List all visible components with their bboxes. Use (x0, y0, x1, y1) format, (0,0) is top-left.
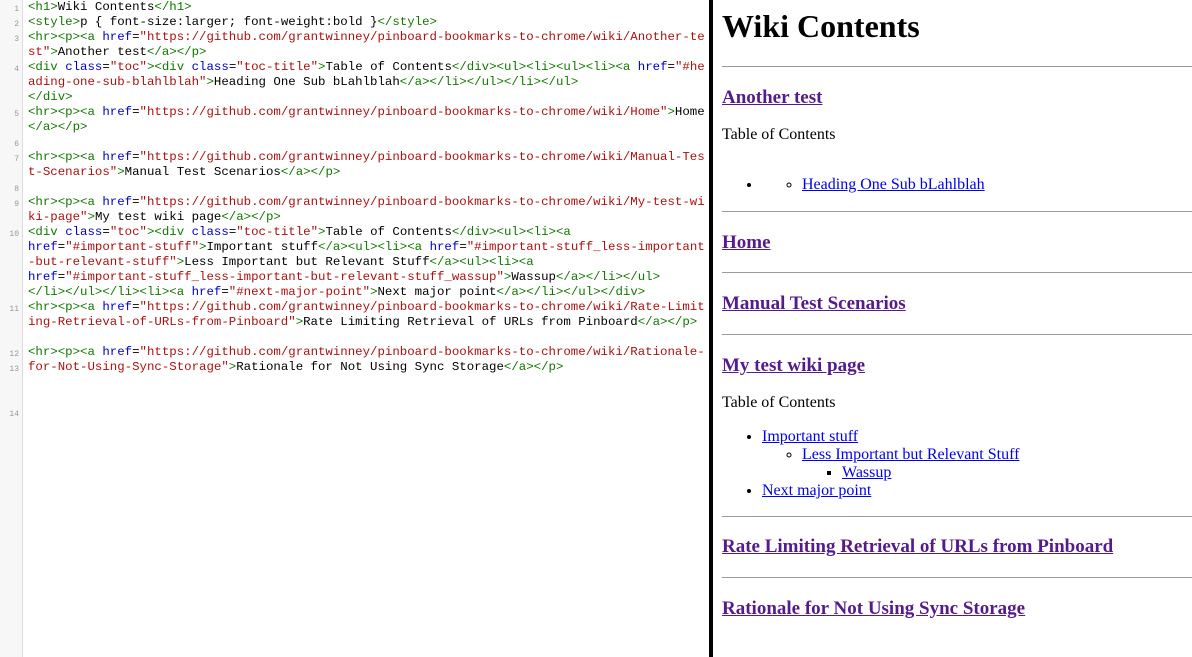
line-number: 5 (14, 110, 19, 119)
line-number: 12 (9, 350, 19, 359)
code-line[interactable]: <hr><p><a href="https://github.com/grantwinney/pinboard-bookmarks-to-chrome/wiki/Another-test">Another test</a></p> (28, 30, 705, 59)
line-number: 9 (14, 200, 19, 209)
line-number: 2 (14, 20, 19, 29)
wiki-link-my-test-wiki-page[interactable]: My test wiki page (722, 355, 866, 376)
line-number: 8 (14, 185, 19, 194)
wiki-link-another-test[interactable]: Another test (722, 87, 823, 108)
line-number: 1 (14, 5, 19, 14)
code-line[interactable]: <div class="toc"><div class="toc-title">Table of Contents</div><ul><li><a href="#important-stuff">Important stuff</a><ul><li><a href="#important-stuff_less-important-but-relevant-stuff">Less Important but Relevant Stuff</a><ul><li><a href="#important-stuff_less-important-but-relevant-stuff_wassup">Wassup</a></li></ul> </li></ul></li><li><a href="#next-major-point">Next major point</a></li></ul></div> (28, 225, 705, 299)
code-line[interactable]: <h1>Wiki Contents</h1> (28, 0, 192, 14)
toc-title: Table of Contents (722, 126, 836, 143)
toc-item (762, 428, 1192, 482)
wiki-link-manual-test-scenarios[interactable]: Manual Test Scenarios (722, 293, 906, 314)
toc-item (762, 176, 1192, 194)
code-line[interactable] (28, 135, 706, 150)
code-line[interactable] (28, 180, 706, 195)
code-line[interactable]: <hr><p><a href="https://github.com/grantwinney/pinboard-bookmarks-to-chrome/wiki/My-test-wiki-page">My test wiki page</a></p> (28, 195, 705, 224)
toc-title: Table of Contents (722, 394, 836, 411)
toc-link[interactable]: Next major point (762, 482, 872, 499)
wiki-link-rate-limiting[interactable]: Rate Limiting Retrieval of URLs from Pinboard (722, 536, 1114, 557)
toc-link[interactable]: Important stuff (762, 428, 859, 445)
line-number: 14 (9, 410, 19, 419)
line-number: 3 (14, 35, 19, 44)
toc-item (842, 464, 1192, 482)
wiki-link-rationale-sync-storage[interactable]: Rationale for Not Using Sync Storage (722, 598, 1026, 619)
toc-item (762, 482, 1192, 500)
code-line[interactable]: <style>p { font-size:larger; font-weight:bold }</style> (28, 15, 437, 29)
line-number: 13 (9, 365, 19, 374)
code-line[interactable] (28, 330, 706, 345)
page-title: Wiki Contents (722, 8, 920, 44)
toc (722, 428, 1192, 500)
code-line[interactable]: <div class="toc"><div class="toc-title">Table of Contents</div><ul><li><ul><li><a href="#heading-one-sub-blahlblah">Heading One Sub bLahlblah</a></li></ul></li></ul> </div> (28, 60, 705, 104)
code-line[interactable] (28, 375, 706, 390)
line-number: 6 (14, 140, 19, 149)
line-number: 11 (9, 305, 19, 314)
line-number: 7 (14, 155, 19, 164)
wiki-link-home[interactable]: Home (722, 232, 771, 253)
code-line[interactable]: <hr><p><a href="https://github.com/grantwinney/pinboard-bookmarks-to-chrome/wiki/Rationale-for-Not-Using-Sync-Storage">Rationale for Not Using Sync Storage</a></p> (28, 345, 705, 374)
code-line[interactable]: <hr><p><a href="https://github.com/grantwinney/pinboard-bookmarks-to-chrome/wiki/Rate-Limiting-Retrieval-of-URLs-from-Pinboard">Rate Limiting Retrieval of URLs from Pinboard</a></p> (28, 300, 705, 329)
toc-item (802, 446, 1192, 482)
toc-item (802, 176, 1192, 194)
line-number-gutter (0, 0, 23, 657)
html-preview (713, 0, 1192, 657)
toc (722, 176, 1192, 194)
toc-link[interactable]: Heading One Sub bLahlblah (802, 176, 985, 193)
toc-link[interactable]: Wassup (842, 464, 892, 481)
code-line[interactable]: <hr><p><a href="https://github.com/grantwinney/pinboard-bookmarks-to-chrome/wiki/Home">Home</a></p> (28, 105, 705, 134)
line-number: 10 (9, 230, 19, 239)
line-number: 4 (14, 65, 19, 74)
code-content[interactable] (28, 0, 706, 657)
code-line[interactable]: <hr><p><a href="https://github.com/grantwinney/pinboard-bookmarks-to-chrome/wiki/Manual-Test-Scenarios">Manual Test Scenarios</a></p> (28, 150, 705, 179)
toc-link[interactable]: Less Important but Relevant Stuff (802, 446, 1020, 463)
